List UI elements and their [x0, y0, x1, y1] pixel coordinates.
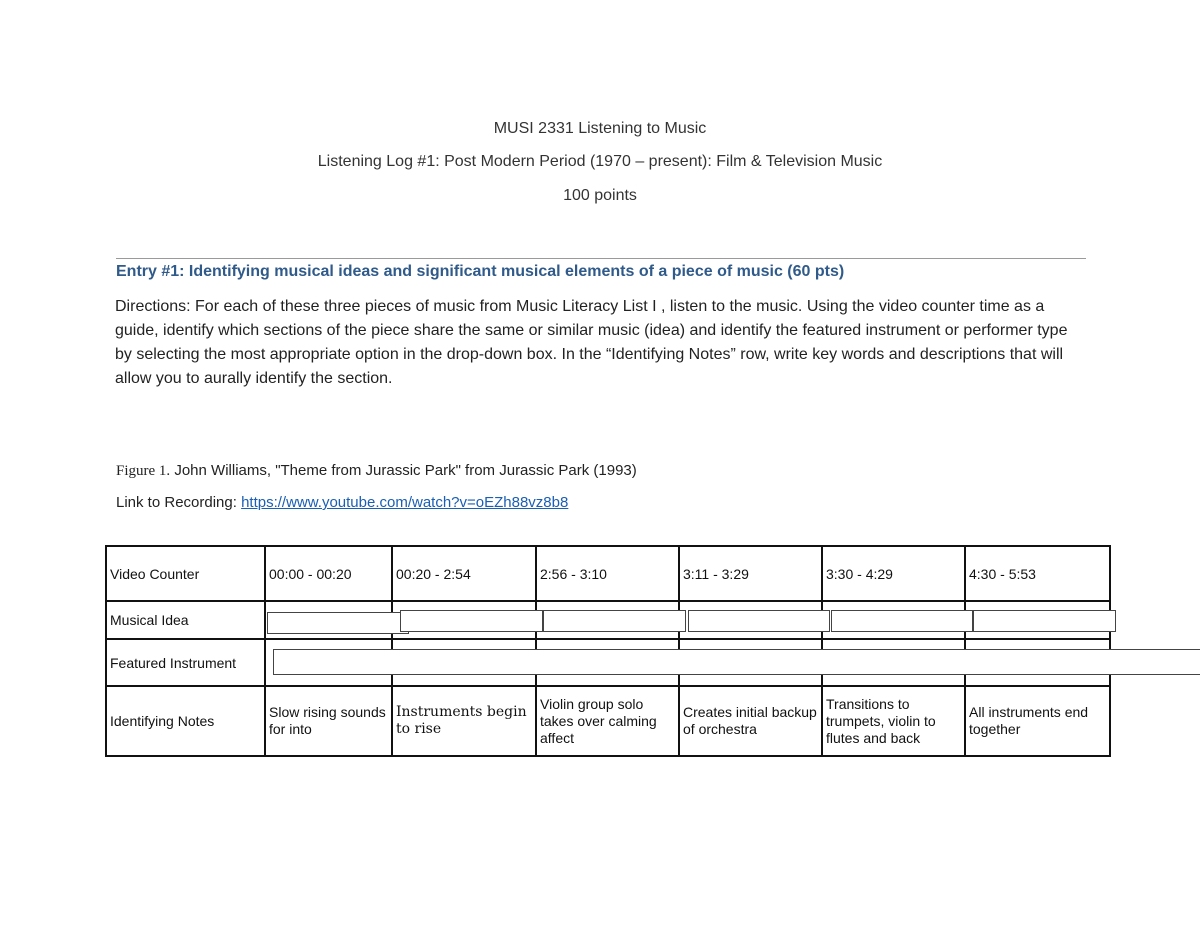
counter-cell: 4:30 - 5:53	[965, 546, 1110, 601]
musical-idea-dropdown[interactable]	[831, 610, 973, 632]
musical-idea-dropdown[interactable]	[400, 610, 543, 632]
recording-link-line	[116, 494, 568, 511]
recording-link[interactable]: https://www.youtube.com/watch?v=oEZh88vz8b8	[241, 494, 569, 511]
counter-cell: 00:20 - 2:54	[392, 546, 536, 601]
notes-cell: Creates initial backup of orchestra	[679, 686, 822, 756]
row-label-video-counter: Video Counter	[106, 546, 265, 601]
musical-idea-dropdown[interactable]	[267, 612, 409, 634]
table-row-identifying-notes	[106, 686, 1110, 756]
featured-instrument-dropdown[interactable]	[273, 649, 1200, 675]
course-title: MUSI 2331 Listening to Music	[493, 120, 707, 137]
points-label: 100 points	[563, 187, 637, 204]
counter-cell: 2:56 - 3:10	[536, 546, 679, 601]
notes-cell: Instruments begin to rise	[392, 686, 536, 756]
entry-heading: Entry #1: Identifying musical ideas and significant musical elements of a piece of music (60 pts)	[116, 263, 845, 280]
notes-cell: Slow rising sounds for into	[265, 686, 392, 756]
link-prefix: Link to Recording:	[116, 494, 237, 511]
figure-caption	[116, 462, 637, 480]
log-title: Listening Log #1: Post Modern Period (1970 – present): Film & Television Music	[317, 153, 883, 170]
row-label-featured-instrument: Featured Instrument	[106, 639, 265, 686]
table-row-video-counter	[106, 546, 1110, 601]
row-label-identifying-notes: Identifying Notes	[106, 686, 265, 756]
row-label-musical-idea: Musical Idea	[106, 601, 265, 639]
counter-cell: 3:11 - 3:29	[679, 546, 822, 601]
section-divider	[116, 258, 1086, 259]
notes-cell: Transitions to trumpets, violin to flutes and back	[822, 686, 965, 756]
musical-idea-dropdown[interactable]	[688, 610, 830, 632]
counter-cell: 3:30 - 4:29	[822, 546, 965, 601]
musical-idea-dropdown[interactable]	[543, 610, 686, 632]
musical-idea-dropdown[interactable]	[973, 610, 1116, 632]
notes-cell: Violin group solo takes over calming affect	[536, 686, 679, 756]
figure-label: Figure 1.	[116, 463, 171, 479]
directions-text: Directions: For each of these three pieces of music from Music Literacy List I , listen to the music. Using the video counter time as a guide, identify which sections of the piece share the same or similar music (idea) and identify the featured instrument or performer type by selecting the most appropriate option in the drop-down box. In the “Identifying Notes” row, write key words and descriptions that will allow you to aurally identify the section.	[115, 298, 1068, 387]
notes-cell: All instruments end together	[965, 686, 1110, 756]
figure-caption-text: John Williams, "Theme from Jurassic Park" from Jurassic Park (1993)	[174, 462, 637, 479]
counter-cell: 00:00 - 00:20	[265, 546, 392, 601]
